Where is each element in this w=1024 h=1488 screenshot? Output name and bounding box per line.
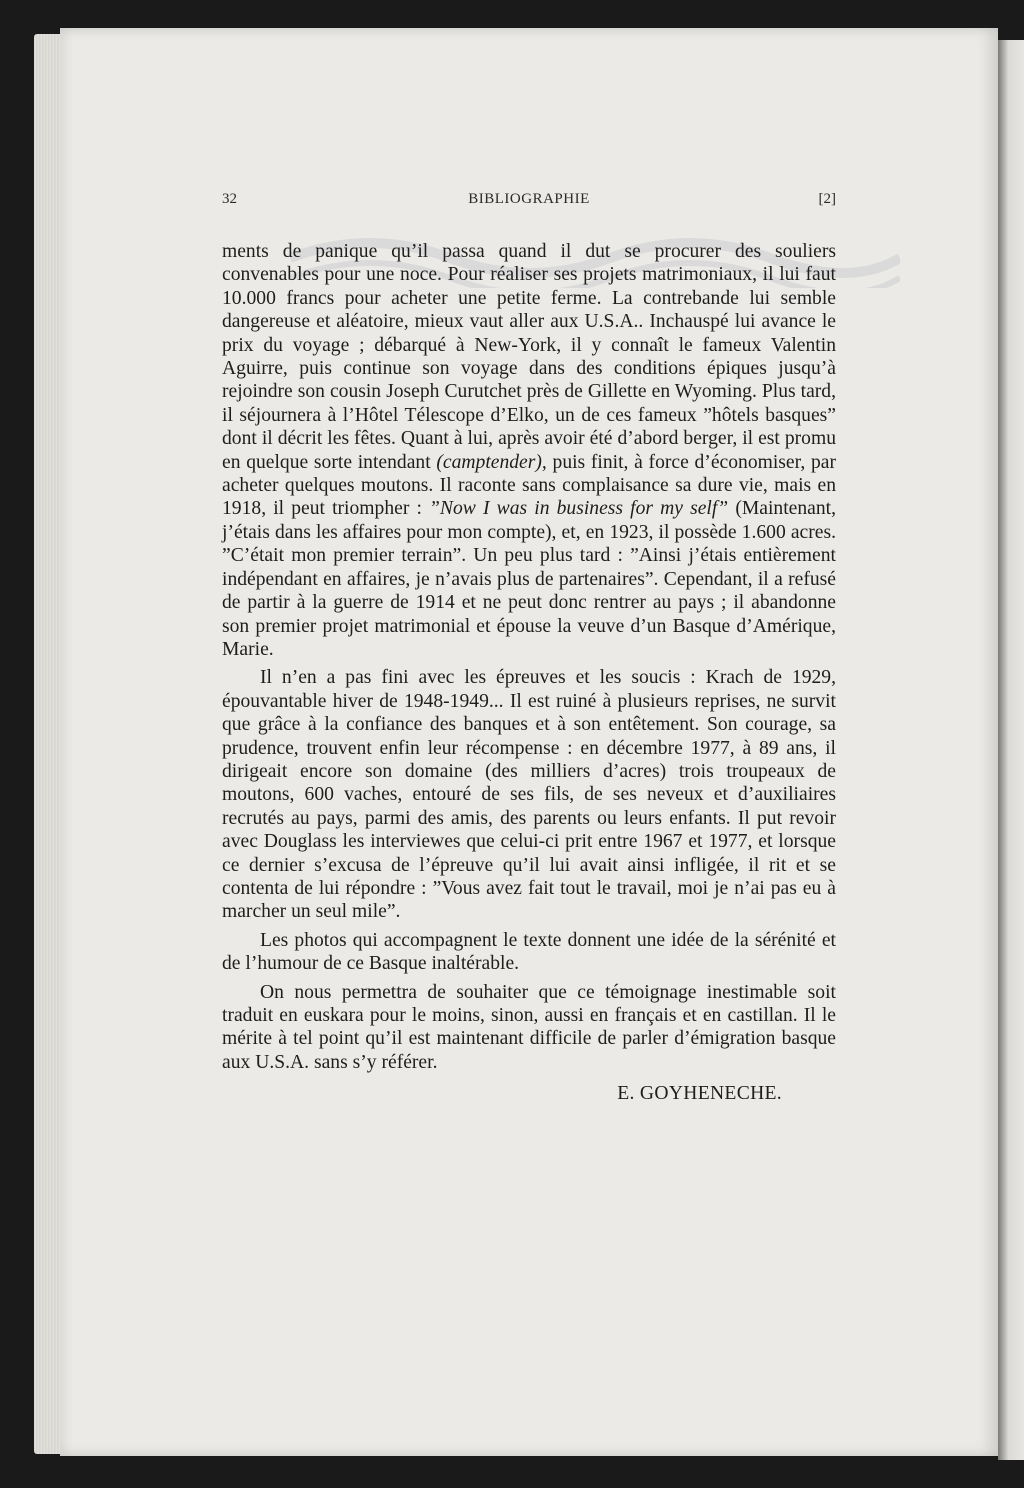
italic-phrase: (camptender),	[436, 451, 547, 473]
paragraph-1	[222, 240, 836, 661]
text-run: (Maintenant, j’étais dans les affaires pour mon compte), et, en 1923, il possède 1.600 acres. ”C’était mon premier terrain”. Un peu plus tard : ”Ainsi j’étais entièrement indépendant en affaires, je n’avais plus de partenaires”. Cependant, il a refusé de partir à la guerre de 1914 et ne peut donc rentrer au pays ; il abandonne son premier projet matrimonial et épouse la veuve d’un Basque d’Amérique, Marie.	[222, 498, 836, 660]
paragraph-3	[222, 929, 836, 976]
author-signature: E. GOYHENECHE.	[617, 1083, 782, 1104]
running-title: BIBLIOGRAPHIE	[468, 191, 590, 207]
text-run: Il n’en a pas fini avec les épreuves et les soucis : Krach de 1929, épouvantable hiver de 1948-1949... Il est ruiné à plusieurs reprises, ne survit que grâce à la confiance des banques et à son entêtement. Son courage, sa prudence, trouvent enfin leur récompense : en décembre 1977, à 89 ans, il dirigeait encore son domaine (des milliers d’acres) trois troupeaux de moutons, 600 vaches, entouré de ses fils, de ses neveux et d’auxiliaires recrutés au pays, parmi des amis, des parents ou leurs enfants. Il put revoir avec Douglass les interviewes que celui-ci prit entre 1967 et 1977, et lorsque ce dernier s’excusa de l’épreuve qu’il lui avait ainsi infligée, il rit et se contenta de lui répondre : ”Vous avez fait tout le travail, moi je n’ai pas eu à marcher un seul mile”.	[222, 667, 836, 923]
running-header	[222, 191, 836, 213]
body-text	[222, 240, 836, 1074]
text-run: puis finit, à force d’économiser, par acheter quelques moutons. Il raconte sans complaisance sa dure vie, mais en 1918, il peut triompher :	[222, 451, 836, 520]
facing-page-edge	[998, 40, 1024, 1460]
paragraph-2	[222, 666, 836, 923]
paragraph-4	[222, 981, 836, 1075]
page-number: 32	[222, 191, 237, 207]
italic-phrase: ”Now I was in business for my self”	[429, 498, 729, 520]
text-run: ments de panique qu’il passa quand il dut se procurer des souliers convenables pour une noce. Pour réaliser ses projets matrimoniaux, il lui faut 10.000 francs pour acheter une petite ferme. La contrebande lui semble dangereuse et aléatoire, mieux vaut aller aux U.S.A.. Inchauspé lui avance le prix du voyage ; débarqué à New-York, il y connaît le fameux Valentin Aguirre, puis continue son voyage dans des conditions épiques jusqu’à rejoindre son cousin Joseph Curutchet près de Gillette en Wyoming. Plus tard, il séjournera à l’Hôtel Télescope d’Elko, un de ces fameux ”hôtels basques” dont il décrit les fêtes. Quant à lui, après avoir été d’abord berger, il est promu en quelque sorte intendant	[222, 241, 836, 473]
section-marker: [2]	[818, 191, 836, 207]
text-run: On nous permettra de souhaiter que ce témoignage inestimable soit traduit en euskara pour le moins, sinon, aussi en français et en castillan. Il le mérite à tel point qu’il est maintenant difficile de parler d’émigration basque aux U.S.A. sans s’y référer.	[222, 981, 836, 1073]
text-run: Les photos qui accompagnent le texte donnent une idée de la sérénité et de l’humour de ce Basque inaltérable.	[222, 929, 836, 975]
